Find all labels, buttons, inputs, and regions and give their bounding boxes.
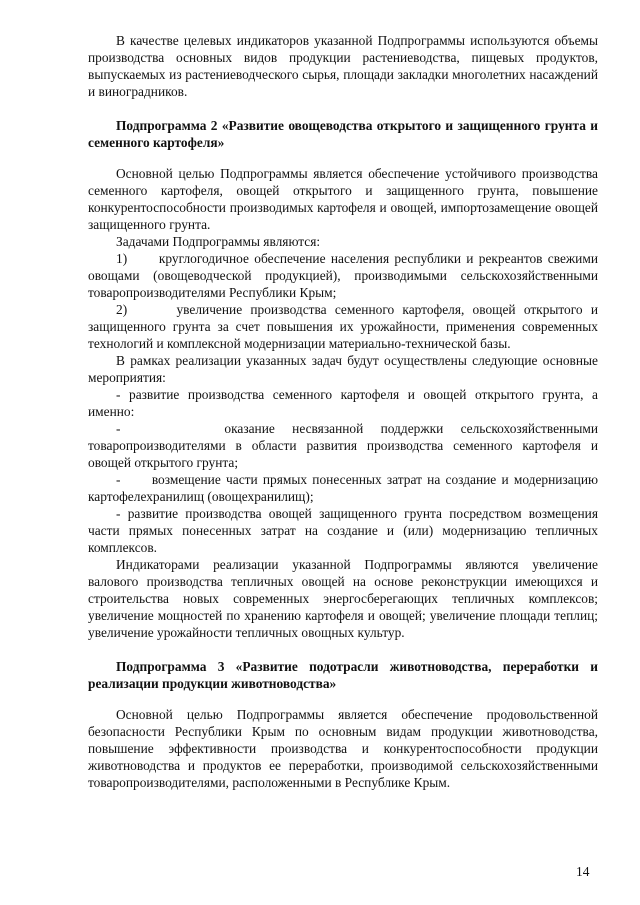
subprogram-2-measure-1: - развитие производства семенного картофеля и овощей открытого грунта, а именно: <box>88 387 598 419</box>
subprogram-2-tasks-intro: Задачами Подпрограммы являются: <box>116 234 321 249</box>
document-page <box>88 32 602 791</box>
page-number: 14 <box>576 864 590 879</box>
intro-paragraph: В качестве целевых индикаторов указанной Подпрограммы используются объемы производства основных видов продукции растениеводства, пищевых продуктов, выпускаемых из растениеводческого сырья, площади закладки многолетних насаждений и виноградников. <box>88 33 598 99</box>
subprogram-2-task-1: 1) круглогодичное обеспечение населения республики и рекреантов свежими овощами (овощеводческой продукцией), производимыми сельскохозяйственными товаропроизводителями Республики Крым; <box>88 251 602 300</box>
subprogram-2-measure-2: - развитие производства овощей защищенного грунта посредством возмещения части прямых понесенных затрат на создание и (или) модернизацию тепличных комплексов. <box>88 506 598 555</box>
subprogram-2-goal: Основной целью Подпрограммы является обеспечение устойчивого производства семенного картофеля, овощей открытого и защищенного грунта, повышение конкурентоспособности производимых картофеля и овощей, импортозамещение овощей защищенного грунта. <box>88 166 598 232</box>
subprogram-2-task-2: 2) увеличение производства семенного картофеля, овощей открытого и защищенного грунта за счет повышения их урожайности, применения современных технологий и комплексной модернизации материально-технической базы. <box>88 302 602 351</box>
subprogram-3-title: Подпрограмма 3 «Развитие подотрасли животноводства, переработки и реализации продукции животноводства» <box>88 659 598 691</box>
subprogram-2-indicators: Индикаторами реализации указанной Подпрограммы являются увеличение валового производства тепличных овощей на основе реконструкции имеющихся и строительства новых современных энергосберегающих тепличных комплексов; увеличение мощностей по хранению картофеля и овощей; увеличение площади теплиц; увеличение урожайности тепличных овощных культур. <box>88 557 598 640</box>
subprogram-2-title: Подпрограмма 2 «Развитие овощеводства открытого и защищенного грунта и семенного картофеля» <box>88 118 598 150</box>
subprogram-3-goal: Основной целью Подпрограммы является обеспечение продовольственной безопасности Республики Крым по основным видам продукции животноводства, повышение эффективности производства и конкурентоспособности продукции животноводства и продуктов ее переработки, производимой сельскохозяйственными товаропроизводителями, расположенными в Республике Крым. <box>88 707 598 790</box>
subprogram-2-measures-intro: В рамках реализации указанных задач будут осуществлены следующие основные мероприятия: <box>88 353 598 385</box>
subprogram-2-measure-1a: - оказание несвязанной поддержки сельскохозяйственными товаропроизводителями в области развития производства семенного картофеля и овощей открытого грунта; <box>88 421 602 470</box>
subprogram-2-measure-1b: - возмещение части прямых понесенных затрат на создание и модернизацию картофелехранилищ (овощехранилищ); <box>88 472 602 504</box>
